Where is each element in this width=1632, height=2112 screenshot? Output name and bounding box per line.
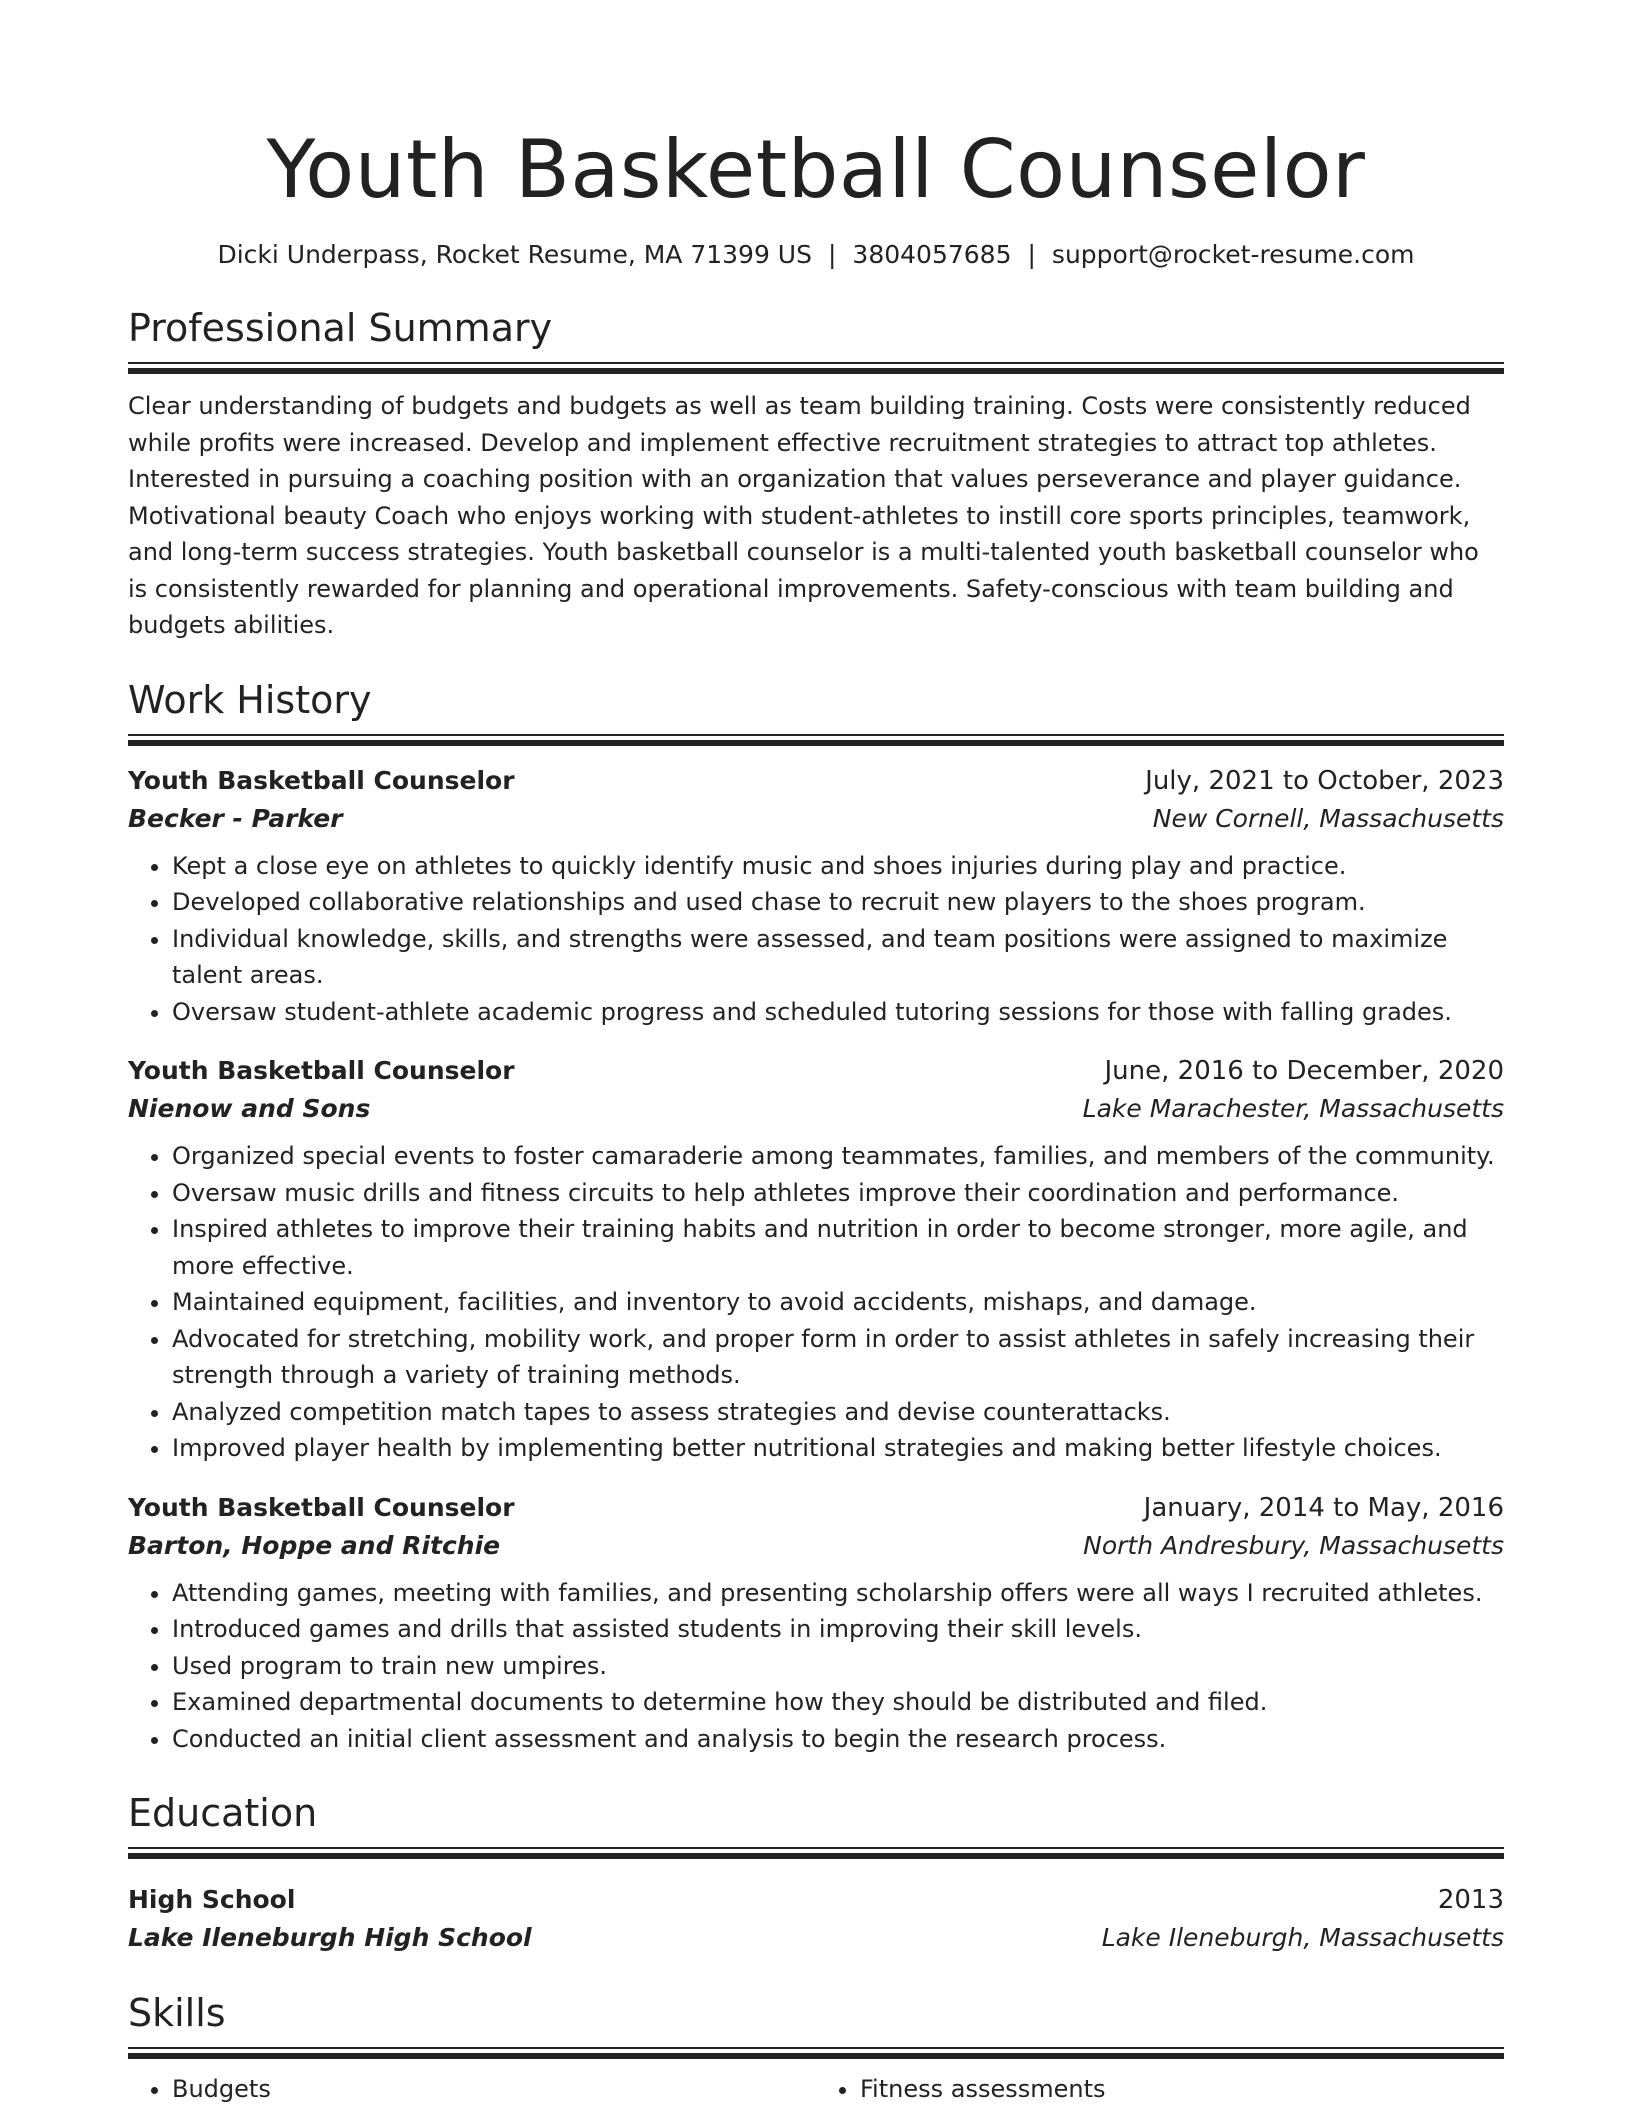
job-bullet: • Used program to train new umpires. [172, 1648, 1504, 1685]
job-company: Barton, Hoppe and Ritchie [128, 1530, 501, 1560]
contact-address: Dicki Underpass, Rocket Resume, MA 71399 US [217, 240, 812, 269]
education-location: Lake Ileneburgh, Massachusetts [1101, 1923, 1504, 1952]
section-heading-education: Education [128, 1791, 318, 1835]
job-title: Youth Basketball Counselor [128, 1492, 515, 1522]
job-bullet: • Kept a close eye on athletes to quickly identify music and shoes injuries during play and practice. [172, 848, 1504, 885]
job-entry [128, 1489, 1504, 1758]
job-location: Lake Marachester, Massachusetts [1082, 1094, 1504, 1123]
job-entry [128, 762, 1504, 1031]
skills-list [128, 2071, 1504, 2107]
job-bullet: • Analyzed competition match tapes to assess strategies and devise counterattacks. [172, 1394, 1504, 1431]
section-heading-work: Work History [128, 677, 372, 722]
contact-separator: | [1027, 240, 1036, 269]
job-bullet: • Examined departmental documents to determine how they should be distributed and filed. [172, 1684, 1504, 1721]
job-title: Youth Basketball Counselor [128, 765, 515, 795]
job-bullet: • Oversaw music drills and fitness circuits to help athletes improve their coordination and performance. [172, 1175, 1504, 1212]
summary-text: Clear understanding of budgets and budgets as well as team building training. Costs were consistently reduced while profits were increased. Develop and implement effective recruitment strategies to attract top athletes. Interested in pursuing a coaching position with an organization that values perseverance and player guidance. Motivational beauty Coach who enjoys working with student-athletes to instill core sports principles, teamwork, and long-term success strategies. Youth basketball counselor is a multi-talented youth basketball counselor who is consistently rewarded for planning and operational improvements. Safety-conscious with team building and budgets abilities. [128, 392, 1479, 639]
job-bullet: • Oversaw student-athlete academic progress and scheduled tutoring sessions for those with falling grades. [172, 994, 1504, 1031]
education-year: 2013 [1437, 1885, 1504, 1915]
job-title: Youth Basketball Counselor [128, 1056, 515, 1085]
skill-item: • Fitness assessments [860, 2071, 1504, 2107]
job-bullet: • Developed collaborative relationships and used chase to recruit new players to the shoes program. [172, 884, 1504, 921]
job-list [128, 762, 1504, 1758]
job-dates: July, 2021 to October, 2023 [1145, 765, 1504, 796]
job-location: North Andresbury, Massachusetts [1083, 1530, 1504, 1560]
job-bullet: • Conducted an initial client assessment and analysis to begin the research process. [172, 1721, 1504, 1758]
section-divider [128, 1847, 1504, 1859]
job-bullet: • Inspired athletes to improve their training habits and nutrition in order to become stronger, more agile, and more effective. [172, 1211, 1504, 1284]
resume-page [128, 120, 1504, 2107]
job-bullet: • Maintained equipment, facilities, and inventory to avoid accidents, mishaps, and damage. [172, 1284, 1504, 1321]
job-bullet: • Individual knowledge, skills, and strengths were assessed, and team positions were assigned to maximize talent areas. [172, 921, 1504, 994]
job-bullet: • Improved player health by implementing better nutritional strategies and making better lifestyle choices. [172, 1430, 1504, 1467]
job-bullets [128, 1575, 1504, 1758]
job-bullet: • Attending games, meeting with families, and presenting scholarship offers were all ways I recruited athletes. [172, 1575, 1504, 1612]
section-divider [128, 2047, 1504, 2059]
job-bullet: • Introduced games and drills that assisted students in improving their skill levels. [172, 1611, 1504, 1648]
job-location: New Cornell, Massachusetts [1152, 803, 1504, 833]
job-company: Nienow and Sons [128, 1094, 371, 1123]
contact-email: support@rocket-resume.com [1051, 240, 1415, 269]
job-bullets [128, 848, 1504, 1031]
job-bullet: • Advocated for stretching, mobility work, and proper form in order to assist athletes in safely increasing their strength through a variety of training methods. [172, 1321, 1504, 1394]
section-heading-skills: Skills [128, 1991, 226, 2035]
section-heading-summary: Professional Summary [128, 306, 553, 350]
education-entry [128, 1881, 1504, 1957]
contact-phone: 3804057685 [852, 240, 1012, 269]
education-degree: High School [128, 1885, 296, 1914]
section-divider [128, 362, 1504, 374]
section-divider [128, 734, 1504, 746]
job-dates: January, 2014 to May, 2016 [1143, 1492, 1504, 1523]
resume-title: Youth Basketball Counselor [266, 123, 1366, 216]
skill-item: • Budgets [172, 2071, 816, 2107]
job-dates: June, 2016 to December, 2020 [1104, 1056, 1504, 1086]
contact-line [128, 238, 1504, 272]
job-entry [128, 1052, 1504, 1467]
job-company: Becker - Parker [128, 803, 343, 833]
skills-column-left [128, 2071, 816, 2107]
skills-column-right [816, 2071, 1504, 2107]
contact-separator: | [827, 240, 837, 269]
job-bullets [128, 1138, 1504, 1467]
education-school: Lake Ileneburgh High School [128, 1923, 532, 1952]
job-bullet: • Organized special events to foster camaraderie among teammates, families, and members of the community. [172, 1138, 1504, 1175]
